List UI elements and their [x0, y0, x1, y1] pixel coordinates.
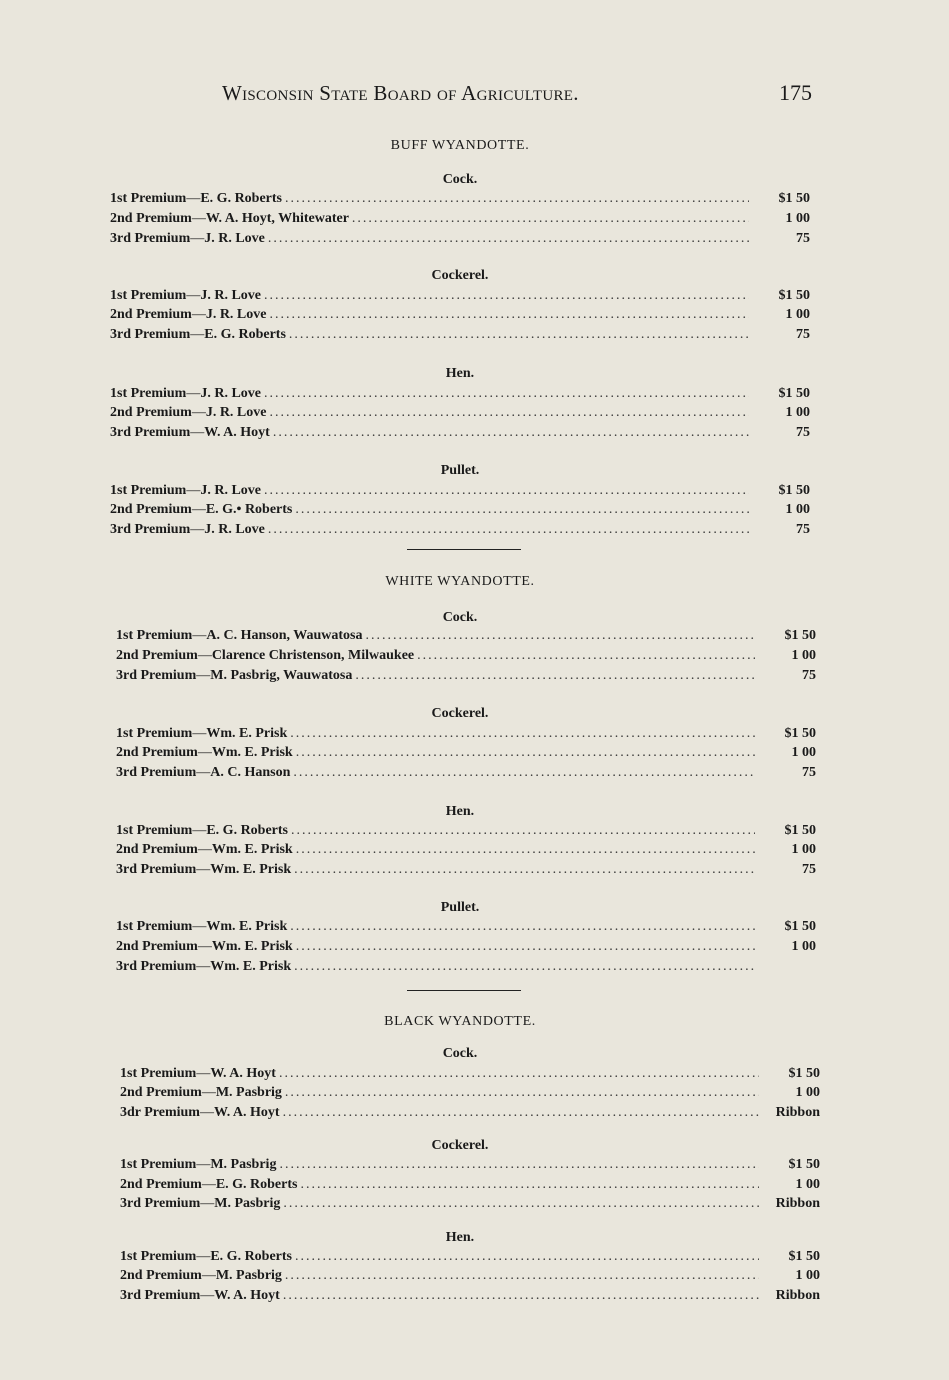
- winner-name: J. R. Love: [200, 386, 262, 401]
- winner-name: W. A. Hoyt: [214, 1288, 280, 1303]
- premium-amount: 1 00: [791, 745, 816, 760]
- leader-dots: [285, 1085, 759, 1101]
- leader-dots: [296, 745, 755, 761]
- premium-place: 3rd Premium: [110, 231, 191, 246]
- premium-amount: 1 00: [795, 1085, 820, 1100]
- premium-place: 2nd Premium: [120, 1268, 202, 1283]
- premium-amount: Ribbon: [775, 1196, 820, 1211]
- leader-dots: [295, 502, 749, 518]
- leader-dots: [290, 726, 755, 742]
- class-heading: Cock.: [442, 610, 478, 625]
- leader-dots: [293, 765, 755, 781]
- winner-name: Wm. E. Prisk: [211, 842, 293, 857]
- premium-row: [116, 745, 816, 764]
- class-heading: Cock.: [442, 1046, 478, 1061]
- leader-dots: [300, 1177, 759, 1193]
- leader-dots: [264, 386, 749, 402]
- winner-name: J. R. Love: [205, 405, 267, 420]
- premium-amount: 75: [796, 327, 810, 342]
- em-dash: —: [192, 823, 207, 838]
- winner-name: E. G.• Roberts: [205, 502, 293, 517]
- section-divider: [407, 549, 521, 550]
- leader-dots: [279, 1066, 759, 1082]
- winner-name: E. G. Roberts: [215, 1177, 298, 1192]
- premium-row: [116, 648, 816, 667]
- premium-amount: $1 50: [788, 1066, 820, 1081]
- premium-row: [116, 628, 816, 647]
- premium-row: [116, 959, 816, 978]
- class-heading: Cock.: [442, 172, 478, 187]
- premium-amount: $1 50: [778, 483, 810, 498]
- premium-row: [116, 823, 816, 842]
- em-dash: —: [196, 765, 211, 780]
- premium-row: [120, 1157, 820, 1176]
- premium-row: [110, 307, 810, 326]
- em-dash: —: [186, 386, 201, 401]
- page-number: 175: [779, 80, 812, 105]
- em-dash: —: [191, 211, 206, 226]
- em-dash: —: [196, 862, 211, 877]
- leader-dots: [289, 327, 749, 343]
- premium-place: 3rd Premium: [110, 425, 191, 440]
- premium-row: [116, 939, 816, 958]
- section-title: BUFF WYANDOTTE.: [390, 138, 530, 153]
- premium-place: 1st Premium: [116, 628, 193, 643]
- em-dash: —: [197, 648, 212, 663]
- premium-place: 2nd Premium: [120, 1085, 202, 1100]
- premium-row: [116, 726, 816, 745]
- em-dash: —: [196, 1249, 211, 1264]
- premium-amount: $1 50: [784, 726, 816, 741]
- premium-row: [116, 919, 816, 938]
- em-dash: —: [191, 405, 206, 420]
- leader-dots: [264, 483, 749, 499]
- section-title: WHITE WYANDOTTE.: [385, 574, 535, 589]
- leader-dots: [269, 405, 749, 421]
- premium-amount: $1 50: [778, 386, 810, 401]
- em-dash: —: [191, 502, 206, 517]
- premium-row: [110, 191, 810, 210]
- leader-dots: [268, 522, 749, 538]
- em-dash: —: [196, 959, 211, 974]
- em-dash: —: [190, 231, 205, 246]
- premium-amount: Ribbon: [775, 1288, 820, 1303]
- leader-dots: [264, 288, 749, 304]
- premium-place: 1st Premium: [116, 823, 193, 838]
- leader-dots: [283, 1288, 759, 1304]
- premium-row: [116, 668, 816, 687]
- em-dash: —: [196, 1066, 211, 1081]
- section-title: BLACK WYANDOTTE.: [384, 1014, 536, 1029]
- leader-dots: [352, 211, 749, 227]
- premium-row: [116, 765, 816, 784]
- premium-place: 3rd Premium: [116, 862, 197, 877]
- winner-name: M. Pasbrig: [215, 1268, 282, 1283]
- premium-row: [120, 1288, 820, 1307]
- premium-place: 2nd Premium: [116, 939, 198, 954]
- em-dash: —: [191, 307, 206, 322]
- winner-name: J. R. Love: [200, 483, 262, 498]
- premium-amount: 1 00: [791, 939, 816, 954]
- leader-dots: [273, 425, 749, 441]
- premium-row: [110, 522, 810, 541]
- em-dash: —: [197, 842, 212, 857]
- leader-dots: [296, 939, 755, 955]
- premium-row: [110, 405, 810, 424]
- winner-name: E. G. Roberts: [204, 327, 286, 342]
- premium-place: 1st Premium: [116, 919, 193, 934]
- leader-dots: [355, 668, 755, 684]
- premium-amount: 75: [802, 668, 816, 683]
- premium-amount: 1 00: [795, 1177, 820, 1192]
- premium-amount: 75: [796, 231, 810, 246]
- leader-dots: [283, 1196, 759, 1212]
- premium-row: [120, 1085, 820, 1104]
- winner-name: A. C. Hanson: [210, 765, 291, 780]
- premium-place: 2nd Premium: [116, 745, 198, 760]
- premium-place: 2nd Premium: [110, 211, 192, 226]
- winner-name: A. C. Hanson, Wauwatosa: [206, 628, 363, 643]
- premium-amount: $1 50: [778, 288, 810, 303]
- leader-dots: [283, 1105, 759, 1121]
- premium-amount: 1 00: [785, 211, 810, 226]
- premium-amount: 1 00: [785, 307, 810, 322]
- em-dash: —: [190, 327, 205, 342]
- em-dash: —: [190, 425, 205, 440]
- premium-amount: 1 00: [795, 1268, 820, 1283]
- leader-dots: [285, 191, 749, 207]
- leader-dots: [296, 842, 755, 858]
- premium-row: [110, 211, 810, 230]
- premium-place: 1st Premium: [120, 1066, 197, 1081]
- premium-place: 3rd Premium: [120, 1196, 201, 1211]
- em-dash: —: [200, 1288, 215, 1303]
- class-heading: Hen.: [445, 366, 475, 381]
- leader-dots: [291, 823, 755, 839]
- premium-row: [120, 1177, 820, 1196]
- premium-place: 1st Premium: [110, 483, 187, 498]
- premium-amount: $1 50: [778, 191, 810, 206]
- leader-dots: [365, 628, 755, 644]
- em-dash: —: [201, 1177, 216, 1192]
- premium-row: [116, 862, 816, 881]
- winner-name: E. G. Roberts: [206, 823, 289, 838]
- premium-amount: $1 50: [784, 628, 816, 643]
- class-heading: Hen.: [445, 804, 475, 819]
- em-dash: —: [197, 939, 212, 954]
- winner-name: J. R. Love: [205, 307, 267, 322]
- winner-name: Wm. E. Prisk: [211, 745, 293, 760]
- em-dash: —: [199, 1105, 214, 1120]
- premium-amount: Ribbon: [775, 1105, 820, 1120]
- em-dash: —: [186, 288, 201, 303]
- premium-row: [120, 1249, 820, 1268]
- premium-row: [110, 327, 810, 346]
- premium-place: 1st Premium: [110, 288, 187, 303]
- premium-place: 3rd Premium: [120, 1288, 201, 1303]
- premium-amount: 1 00: [785, 502, 810, 517]
- leader-dots: [268, 231, 749, 247]
- page-header: [222, 80, 812, 106]
- premium-row: [110, 386, 810, 405]
- winner-name: Wm. E. Prisk: [210, 862, 292, 877]
- premium-place: 2nd Premium: [116, 648, 198, 663]
- em-dash: —: [201, 1268, 216, 1283]
- winner-name: J. R. Love: [200, 288, 262, 303]
- premium-row: [120, 1105, 820, 1124]
- winner-name: W. A. Hoyt, Whitewater: [205, 211, 349, 226]
- winner-name: E. G. Roberts: [200, 191, 283, 206]
- em-dash: —: [192, 726, 207, 741]
- premium-place: 2nd Premium: [110, 307, 192, 322]
- premium-place: 1st Premium: [116, 726, 193, 741]
- class-heading: Cockerel.: [431, 1138, 489, 1153]
- winner-name: M. Pasbrig, Wauwatosa: [210, 668, 353, 683]
- premium-place: 3rd Premium: [110, 327, 191, 342]
- premium-amount: 75: [796, 425, 810, 440]
- em-dash: —: [190, 522, 205, 537]
- leader-dots: [417, 648, 755, 664]
- winner-name: M. Pasbrig: [210, 1157, 277, 1172]
- premium-place: 3rd Premium: [116, 668, 197, 683]
- premium-row: [120, 1196, 820, 1215]
- premium-row: [120, 1066, 820, 1085]
- leader-dots: [269, 307, 749, 323]
- premium-amount: $1 50: [788, 1249, 820, 1264]
- premium-place: 2nd Premium: [120, 1177, 202, 1192]
- premium-amount: $1 50: [784, 823, 816, 838]
- em-dash: —: [196, 668, 211, 683]
- premium-place: 1st Premium: [110, 191, 187, 206]
- premium-row: [110, 288, 810, 307]
- winner-name: J. R. Love: [204, 231, 265, 246]
- em-dash: —: [197, 745, 212, 760]
- em-dash: —: [196, 1157, 211, 1172]
- premium-place: 1st Premium: [110, 386, 187, 401]
- winner-name: W. A. Hoyt: [213, 1105, 280, 1120]
- em-dash: —: [186, 191, 201, 206]
- premium-row: [120, 1268, 820, 1287]
- winner-name: J. R. Love: [204, 522, 265, 537]
- running-title: Wisconsin State Board of Agriculture.: [222, 81, 579, 105]
- em-dash: —: [192, 919, 207, 934]
- winner-name: W. A. Hoyt: [204, 425, 270, 440]
- em-dash: —: [201, 1085, 216, 1100]
- leader-dots: [285, 1268, 759, 1284]
- premium-place: 3rd Premium: [116, 765, 197, 780]
- premium-place: 3rd Premium: [110, 522, 191, 537]
- class-heading: Pullet.: [440, 900, 480, 915]
- premium-amount: 75: [796, 522, 810, 537]
- leader-dots: [294, 959, 755, 975]
- em-dash: —: [186, 483, 201, 498]
- class-heading: Cockerel.: [431, 268, 489, 283]
- premium-amount: 75: [802, 862, 816, 877]
- em-dash: —: [192, 628, 207, 643]
- winner-name: Wm. E. Prisk: [206, 726, 288, 741]
- premium-place: 1st Premium: [120, 1249, 197, 1264]
- premium-row: [110, 483, 810, 502]
- winner-name: M. Pasbrig: [215, 1085, 282, 1100]
- section-divider: [407, 990, 521, 991]
- leader-dots: [294, 862, 755, 878]
- winner-name: Wm. E. Prisk: [210, 959, 292, 974]
- premium-amount: 1 00: [791, 648, 816, 663]
- premium-place: 2nd Premium: [116, 842, 198, 857]
- premium-place: 3rd Premium: [116, 959, 197, 974]
- premium-row: [110, 502, 810, 521]
- premium-amount: 1 00: [785, 405, 810, 420]
- winner-name: Wm. E. Prisk: [211, 939, 293, 954]
- leader-dots: [279, 1157, 759, 1173]
- em-dash: —: [200, 1196, 215, 1211]
- leader-dots: [295, 1249, 759, 1265]
- winner-name: Clarence Christenson, Milwaukee: [211, 648, 415, 663]
- winner-name: E. G. Roberts: [210, 1249, 293, 1264]
- premium-place: 1st Premium: [120, 1157, 197, 1172]
- winner-name: W. A. Hoyt: [210, 1066, 276, 1081]
- premium-row: [110, 425, 810, 444]
- premium-amount: 1 00: [791, 842, 816, 857]
- premium-amount: 75: [802, 765, 816, 780]
- premium-amount: $1 50: [784, 919, 816, 934]
- premium-row: [116, 842, 816, 861]
- class-heading: Cockerel.: [431, 706, 489, 721]
- premium-place: 2nd Premium: [110, 502, 192, 517]
- premium-amount: $1 50: [788, 1157, 820, 1172]
- winner-name: M. Pasbrig: [214, 1196, 281, 1211]
- premium-row: [110, 231, 810, 250]
- premium-place: 3dr Premium: [120, 1105, 200, 1120]
- leader-dots: [290, 919, 755, 935]
- class-heading: Hen.: [445, 1230, 475, 1245]
- class-heading: Pullet.: [440, 463, 480, 478]
- premium-place: 2nd Premium: [110, 405, 192, 420]
- winner-name: Wm. E. Prisk: [206, 919, 288, 934]
